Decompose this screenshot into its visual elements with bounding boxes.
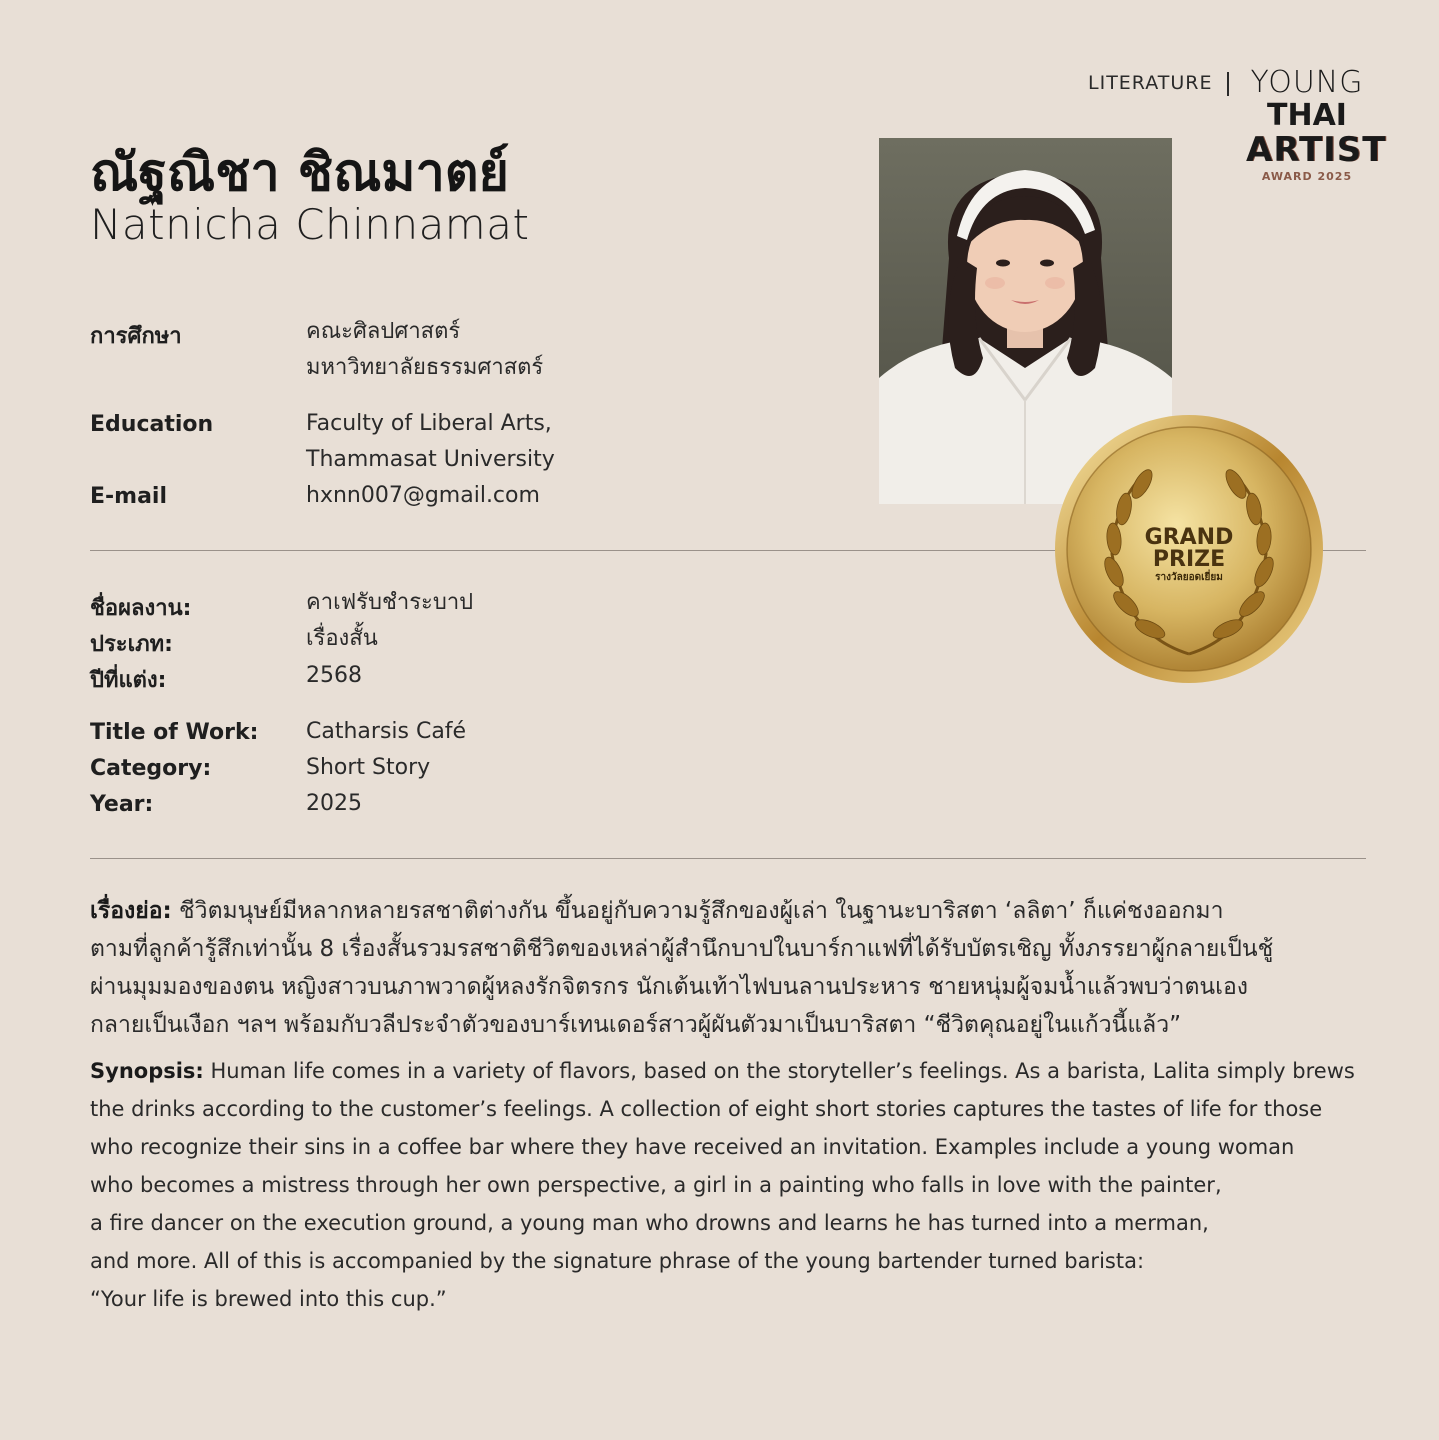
work-category-value-english: Short Story — [306, 755, 431, 780]
synopsis-english-text-1: Human life comes in a variety of flavors, based on the storyteller’s feelings. As a barista, Lalita simply brews — [203, 1059, 1355, 1083]
synopsis-thai — [90, 892, 1370, 1044]
synopsis-english-line-4: who becomes a mistress through her own perspective, a girl in a painting who falls in love with the painter, — [90, 1173, 1222, 1197]
grand-prize-badge — [1054, 414, 1324, 684]
work-year-value-english: 2025 — [306, 791, 362, 816]
education-english-line-1: Faculty of Liberal Arts, — [306, 411, 552, 436]
synopsis-thai-lead: เรื่องย่อ: — [90, 898, 172, 924]
work-year-label-thai: ปีที่แต่ง: — [90, 668, 167, 693]
laurel-medal-icon — [1054, 414, 1324, 684]
education-thai-line-2: มหาวิทยาลัยธรรมศาสตร์ — [306, 355, 544, 380]
header-divider — [1227, 72, 1229, 96]
badge-text-grand: GRAND — [1144, 525, 1234, 550]
artist-name-thai: ณัฐณิชา ชิณมาตย์ — [90, 143, 510, 203]
work-title-value-thai: คาเฟรับชำระบาป — [306, 590, 474, 615]
synopsis-english-line-7: “Your life is brewed into this cup.” — [90, 1287, 447, 1311]
synopsis-english-line-1 — [90, 1052, 1380, 1090]
work-category-value-thai: เรื่องสั้น — [306, 626, 378, 651]
artist-name-english: Natnicha Chinnamat — [90, 200, 530, 249]
synopsis-english-line-5: a fire dancer on the execution ground, a young man who drowns and learns he has turned into a merman, — [90, 1211, 1209, 1235]
logo-line-award-year: AWARD 2025 — [1261, 170, 1353, 183]
synopsis-thai-text-1: ชีวิตมนุษย์มีหลากหลายรสชาติต่างกัน ขึ้นอยู่กับความรู้สึกของผู้เล่า ในฐานะบาริสตา ‘ลลิตา’ ก็แค่ชงออกมา — [171, 898, 1224, 924]
logo-line-thai: THAI — [1267, 98, 1347, 133]
synopsis-english — [90, 1052, 1380, 1318]
work-title-label-thai: ชื่อผลงาน: — [90, 596, 192, 621]
synopsis-thai-line-4: กลายเป็นเงือก ฯลฯ พร้อมกับวลีประจำตัวของบาร์เทนเดอร์สาวผู้ผันตัวมาเป็นบาริสตา “ชีวิตคุณอยู่ในแก้วนี้แล้ว” — [90, 1012, 1182, 1038]
work-title-value-english: Catharsis Café — [306, 719, 467, 744]
award-logo — [1246, 65, 1387, 183]
email-value[interactable]: hxnn007@gmail.com — [306, 483, 540, 508]
category-label: LITERATURE — [1088, 72, 1213, 94]
synopsis-english-line-2: the drinks according to the customer’s feelings. A collection of eight short stories captures the tastes of life for those — [90, 1097, 1323, 1121]
synopsis-english-line-3: who recognize their sins in a coffee bar where they have received an invitation. Examples include a young woman — [90, 1135, 1295, 1159]
synopsis-thai-line-1 — [90, 892, 1370, 930]
section-divider-bottom — [90, 858, 1366, 859]
synopsis-thai-line-2: ตามที่ลูกค้ารู้สึกเท่านั้น 8 เรื่องสั้นรวมรสชาติชีวิตของเหล่าผู้สำนึกบาปในบาร์กาแฟที่ได้รับบัตรเชิญ ทั้งภรรยาผู้กลายเป็นชู้ — [90, 936, 1274, 962]
work-category-label-thai: ประเภท: — [90, 632, 173, 657]
logo-line-young: YOUNG — [1250, 65, 1364, 100]
synopsis-english-line-6: and more. All of this is accompanied by the signature phrase of the young bartender turned barista: — [90, 1249, 1145, 1273]
education-english-line-2: Thammasat University — [306, 447, 555, 472]
education-value-thai — [306, 314, 543, 386]
education-label-english: Education — [90, 412, 214, 437]
work-category-label-english: Category: — [90, 756, 212, 781]
badge-text-thai: รางวัลยอดเยี่ยม — [1155, 572, 1223, 583]
education-label-thai: การศึกษา — [90, 324, 182, 349]
education-thai-line-1: คณะศิลปศาสตร์ — [306, 319, 461, 344]
badge-text-prize: PRIZE — [1152, 547, 1226, 572]
logo-line-artist: ARTIST — [1246, 130, 1387, 170]
education-value-english — [306, 406, 555, 478]
work-year-label-english: Year: — [90, 792, 154, 817]
synopsis-thai-line-3: ผ่านมุมมองของตน หญิงสาวบนภาพวาดผู้หลงรักจิตรกร นักเต้นเท้าไฟบนลานประหาร ชายหนุ่มผู้จมน้ำแล้วพบว่าตนเอง — [90, 974, 1249, 1000]
synopsis-english-lead: Synopsis: — [90, 1059, 204, 1083]
work-year-value-thai: 2568 — [306, 663, 362, 688]
email-label: E-mail — [90, 484, 168, 509]
work-title-label-english: Title of Work: — [90, 720, 259, 745]
